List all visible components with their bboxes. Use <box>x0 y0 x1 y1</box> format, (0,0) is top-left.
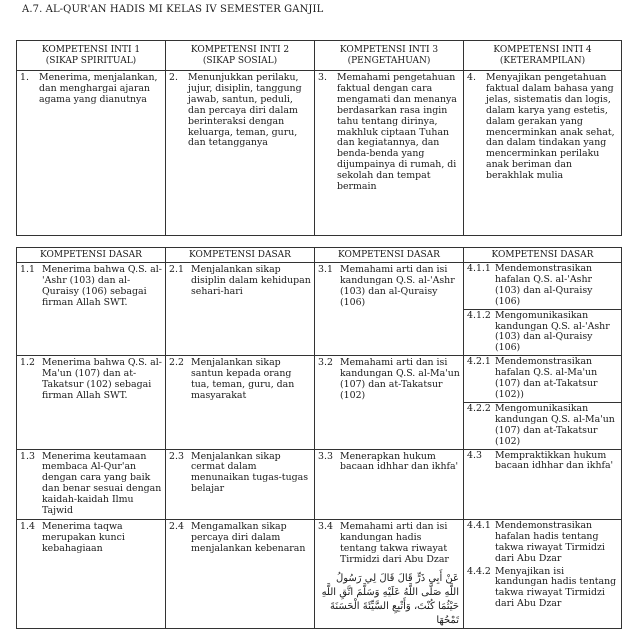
kd-cell: 3.3 Menerapkan hukum bacaan idhhar dan ikhfa' <box>315 449 464 519</box>
kd-cell: 3.2 Memahami arti dan isi kandungan Q.S. al-Ma'un (107) dan at-Takatsur (102) <box>315 356 464 449</box>
ki-header-3: KOMPETENSI INTI 3 (PENGETAHUAN) <box>315 41 464 71</box>
kd-subitem: 4.2.2 Mengomunikasikan kandungan Q.S. al-Ma'un (107) dan at-Takatsur (102) <box>464 402 621 449</box>
kd-header-3: KOMPETENSI DASAR <box>315 248 464 263</box>
ki-header-1: KOMPETENSI INTI 1 (SIKAP SPIRITUAL) <box>17 41 166 71</box>
kd-cell: 3.4 Memahami arti dan isi kandungan hadis tentang takwa riwayat Tirmidzi dari Abu Dzar عَنْ أَبِي ذَرٍّ قَالَ قَالَ لِي رَسُولُ اللَّهِ صَلَّى اللَّهُ عَلَيْهِ وَسَلَّمَ اتَّقِ اللَّهِ حَيْثُمَا كُنْتَ، وَأَتْبِعِ السَّيِّئَةَ الْحَسَنَةَ تَمْحُهَا <box>315 519 464 628</box>
kd-cell: 3.1 Memahami arti dan isi kandungan Q.S. al-'Ashr (103) dan al-Quraisy (106) <box>315 263 464 356</box>
kd-subitem: 4.1.2 Mengomunikasikan kandungan Q.S. al-'Ashr (103) dan al-Quraisy (106) <box>464 309 621 356</box>
kd-cell: 1.1 Menerima bahwa Q.S. al-'Ashr (103) dan al-Quraisy (106) sebagai firman Allah SWT. <box>17 263 166 356</box>
kd-cell: 2.2 Menjalankan sikap santun kepada orang tua, teman, guru, dan masyarakat <box>166 356 315 449</box>
kd-cell <box>464 356 622 449</box>
kd-cell: 2.1 Menjalankan sikap disiplin dalam kehidupan sehari-hari <box>166 263 315 356</box>
kd-subitem: 4.3 Mempraktikkan hukum bacaan idhhar dan ikhfa' <box>467 449 614 472</box>
kd-cell: 1.3 Menerima keutamaan membaca Al-Qur'an dengan cara yang baik dan benar sesuai dengan kaidah-kaidah Ilmu Tajwid <box>17 449 166 519</box>
kd-cell: 1.2 Menerima bahwa Q.S. al-Ma'un (107) dan at-Takatsur (102) sebagai firman Allah SWT. <box>17 356 166 449</box>
kd-subitem: 4.4.2 Menyajikan isi kandungan hadis tentang takwa riwayat Tirmidzi dari Abu Dzar <box>467 565 617 610</box>
ki-cell-2: 2. Menunjukkan perilaku, jujur, disiplin, tanggung jawab, santun, peduli, dan percaya diri dalam berinteraksi dengan keluarga, teman, guru, dan tetangganya <box>166 71 315 236</box>
kompetensi-inti-table <box>16 40 622 236</box>
kd-cell: 1.4 Menerima taqwa merupakan kunci kebahagiaan <box>17 519 166 628</box>
kd-cell: 2.3 Menjalankan sikap cermat dalam menunaikan tugas-tugas belajar <box>166 449 315 519</box>
ki-cell-3: 3. Memahami pengetahuan faktual dengan cara mengamati dan menanya berdasarkan rasa ingin tahu tentang dirinya, makhluk ciptaan Tuhan dan kegiatannya, dan benda-benda yang dijumpainya di rumah, di sekolah dan tempat bermain <box>315 71 464 236</box>
kd-subitem: 4.4.1 Mendemonstrasikan hafalan hadis tentang takwa riwayat Tirmidzi dari Abu Dzar <box>467 519 605 564</box>
kd-cell <box>464 449 622 519</box>
kompetensi-dasar-table <box>16 247 622 629</box>
kd-header-1: KOMPETENSI DASAR <box>17 248 166 263</box>
hadith-arabic-text: عَنْ أَبِي ذَرٍّ قَالَ قَالَ لِي رَسُولُ اللَّهِ صَلَّى اللَّهُ عَلَيْهِ وَسَلَّمَ اتَّقِ اللَّهِ حَيْثُمَا كُنْتَ، وَأَتْبِعِ السَّيِّئَةَ الْحَسَنَةَ تَمْحُهَا <box>321 572 459 626</box>
kd-cell <box>464 263 622 356</box>
ki-cell-4: 4. Menyajikan pengetahuan faktual dalam bahasa yang jelas, sistematis dan logis, dalam karya yang estetis, dalam gerakan yang mencerminkan anak sehat, dan dalam tindakan yang mencerminkan perilaku anak beriman dan berakhlak mulia <box>464 71 622 236</box>
ki-header-4: KOMPETENSI INTI 4 (KETERAMPILAN) <box>464 41 622 71</box>
kd-header-2: KOMPETENSI DASAR <box>166 248 315 263</box>
ki-header-2: KOMPETENSI INTI 2 (SIKAP SOSIAL) <box>166 41 315 71</box>
document-title: A.7. AL-QUR'AN HADIS MI KELAS IV SEMESTER GANJIL <box>22 4 324 15</box>
ki-cell-1: 1. Menerima, menjalankan, dan menghargai ajaran agama yang dianutnya <box>17 71 166 236</box>
kd-subitem: 4.2.1 Mendemonstrasikan hafalan Q.S. al-Ma'un (107) dan at-Takatsur (102)) <box>467 356 598 400</box>
kd-cell <box>464 519 622 628</box>
kd-cell: 2.4 Mengamalkan sikap percaya diri dalam menjalankan kebenaran <box>166 519 315 628</box>
kd-subitem: 4.1.1 Mendemonstrasikan hafalan Q.S. al-'Ashr (103) dan al-Quraisy (106) <box>467 263 593 307</box>
kd-header-4: KOMPETENSI DASAR <box>464 248 622 263</box>
